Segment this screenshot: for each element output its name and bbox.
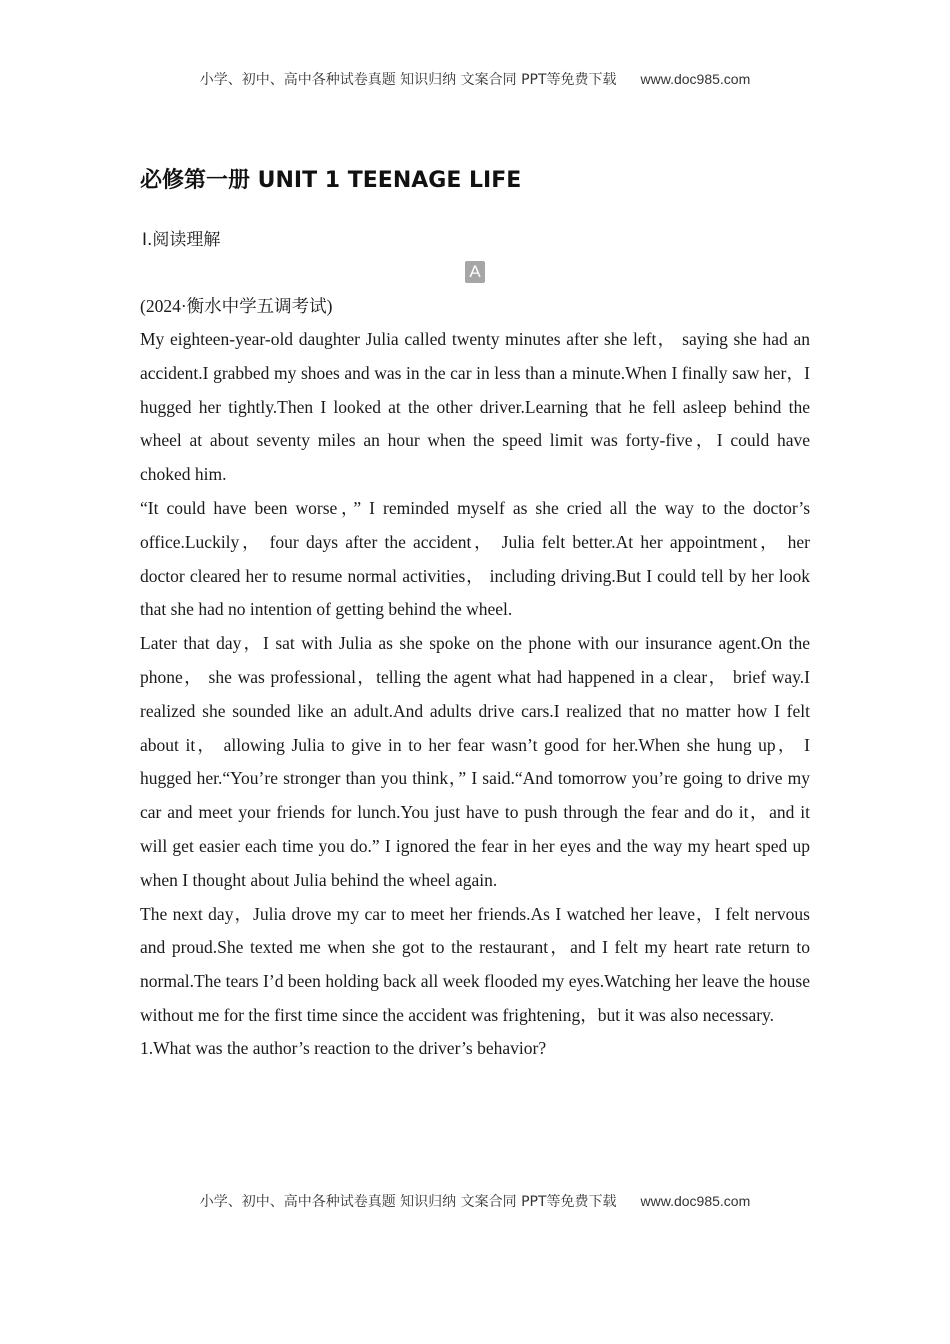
footer-text: 小学、初中、高中各种试卷真题 知识归纳 文案合同 PPT等免费下载 (199, 1194, 617, 1210)
passage-paragraph-1: My eighteen-year-old daughter Julia called twenty minutes after she left， saying she had an accident.I grabbed my shoes and was in the car in less than a minute.When I finally saw her，I hugged her tightly.Then I looked at the other driver.Learning that he fell asleep behind the wheel at about seventy miles an hour when the speed limit was forty-five，I could have choked him. (140, 329, 810, 485)
passage-paragraph-3: Later that day，I sat with Julia as she spoke on the phone with our insurance agent.On the phone， she was professional，telling the agent what had happened in a clear， brief way.I realized she sounded like an adult.And adults drive cars.I realized that no matter how I felt about it， allowing Julia to give in to her fear wasn’t good for her.When she hung up， I hugged her.“You’re stronger than you think，” I said.“And tomorrow you’re going to drive my car and meet your friends for lunch.You just have to push through the fear and do it，and it will get easier each time you do.” I ignored the fear in her eyes and the way my heart sped up when I thought about Julia behind the wheel again. (140, 633, 810, 890)
document-body (140, 165, 810, 1063)
passage-paragraph-2: “It could have been worse，” I reminded myself as she cried all the way to the doctor’s office.Luckily， four days after the accident， Julia felt better.At her appointment， her doctor cleared her to resume normal activities， including driving.But I could tell by her look that she had no intention of getting behind the wheel. (140, 497, 810, 620)
passage-label-row (140, 261, 810, 287)
header-site-link[interactable]: www.doc985.com (640, 71, 751, 87)
passage-paragraph-4: The next day，Julia drove my car to meet her friends.As I watched her leave，I felt nervous and proud.She texted me when she got to the restaurant，and I felt my heart rate return to normal.The tears I’d been holding back all week flooded my eyes.Watching her leave the house without me for the first time since the accident was frightening，but it was also necessary. (140, 903, 810, 1025)
page-header (0, 69, 950, 89)
header-text: 小学、初中、高中各种试卷真题 知识归纳 文案合同 PPT等免费下载 (199, 72, 617, 88)
passage-label-badge: A (465, 261, 484, 283)
question-1: 1.What was the author’s reaction to the driver’s behavior? (140, 1037, 547, 1058)
document-title: 必修第一册 UNIT 1 TEENAGE LIFE (140, 168, 522, 193)
section-heading: Ⅰ.阅读理解 (142, 230, 221, 250)
page-footer (0, 1191, 950, 1211)
footer-site-link[interactable]: www.doc985.com (640, 1193, 751, 1209)
passage-source: (2024·衡水中学五调考试) (140, 296, 333, 316)
